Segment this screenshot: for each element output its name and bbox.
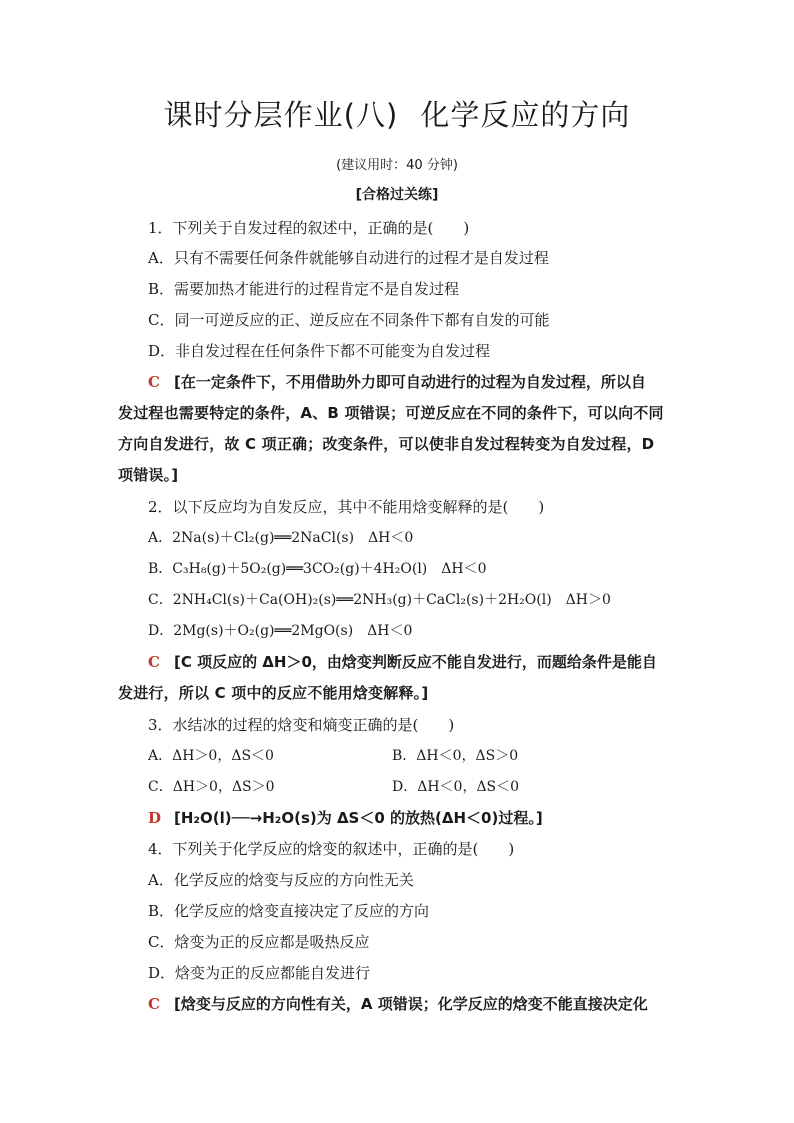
q2-answer (148, 652, 657, 672)
q4-option-a: A．化学反应的焓变与反应的方向性无关 (148, 871, 414, 889)
title-main: 课时分层作业(八) (163, 98, 399, 132)
q1-explanation-2: 发过程也需要特定的条件，A、B 项错误；可逆反应在不同的条件下，可以向不同 (118, 404, 664, 422)
q1-option-c: C．同一可逆反应的正、逆反应在不同条件下都有自发的可能 (148, 311, 550, 329)
q1-answer (148, 372, 646, 392)
section-heading: [合格过关练] (355, 187, 439, 203)
q4-option-b: B．化学反应的焓变直接决定了反应的方向 (148, 902, 430, 920)
q1-explanation-4: 项错误。] (118, 466, 179, 484)
title-sub: 化学反应的方向 (420, 98, 631, 132)
page-title (0, 93, 794, 134)
q4-option-c: C．焓变为正的反应都是吸热反应 (148, 933, 370, 951)
q1-explanation-1: [在一定条件下，不用借助外力即可自动进行的过程为自发过程，所以自 (174, 373, 646, 391)
q4-explanation-1: [焓变与反应的方向性有关，A 项错误；化学反应的焓变不能直接决定化 (174, 995, 648, 1013)
q1-stem: 1．下列关于自发过程的叙述中，正确的是( ) (148, 219, 470, 237)
q4-option-d: D．焓变为正的反应都能自发进行 (148, 964, 371, 982)
q2-answer-key: C (148, 653, 160, 671)
q2-option-a: A．2Na(s)＋Cl₂(g)══2NaCl(s) ΔH＜0 (148, 530, 414, 546)
q2-option-d: D．2Mg(s)＋O₂(g)══2MgO(s) ΔH＜0 (148, 623, 413, 639)
time-note: (建议用时：40 分钟) (336, 158, 458, 173)
q2-explanation-1: [C 项反应的 ΔH＞0，由焓变判断反应不能自发进行，而题给条件是能自 (174, 653, 657, 671)
q3-option-a: A．ΔH＞0，ΔS＜0 (148, 748, 274, 764)
q2-stem: 2．以下反应均为自发反应，其中不能用焓变解释的是( ) (148, 498, 545, 516)
q3-answer (148, 808, 543, 828)
q4-answer-key: C (148, 995, 160, 1013)
q3-explanation-1: [H₂O(l)──→H₂O(s)为 ΔS＜0 的放热(ΔH＜0)过程。] (174, 809, 543, 827)
q2-option-c: C．2NH₄Cl(s)＋Ca(OH)₂(s)══2NH₃(g)＋CaCl₂(s)＋2H₂O(l) ΔH＞0 (148, 592, 611, 608)
q1-answer-key: C (148, 373, 160, 391)
q2-explanation-2: 发进行，所以 C 项中的反应不能用焓变解释。] (118, 684, 429, 702)
q1-option-b: B．需要加热才能进行的过程肯定不是自发过程 (148, 280, 460, 298)
q4-stem: 4．下列关于化学反应的焓变的叙述中，正确的是( ) (148, 840, 515, 858)
q3-option-d: D．ΔH＜0，ΔS＜0 (392, 779, 520, 795)
q2-option-b: B．C₃H₈(g)＋5O₂(g)══3CO₂(g)＋4H₂O(l) ΔH＜0 (148, 561, 487, 577)
q4-answer (148, 994, 648, 1014)
q3-option-c: C．ΔH＞0，ΔS＞0 (148, 779, 275, 795)
q1-explanation-3: 方向自发进行，故 C 项正确；改变条件，可以使非自发过程转变为自发过程，D (118, 435, 655, 453)
q1-option-a: A．只有不需要任何条件就能够自动进行的过程才是自发过程 (148, 249, 549, 267)
q3-option-b: B．ΔH＜0，ΔS＞0 (392, 748, 519, 764)
q1-option-d: D．非自发过程在任何条件下都不可能变为自发过程 (148, 342, 491, 360)
q3-answer-key: D (148, 809, 162, 827)
q3-stem: 3．水结冰的过程的焓变和熵变正确的是( ) (148, 716, 455, 734)
